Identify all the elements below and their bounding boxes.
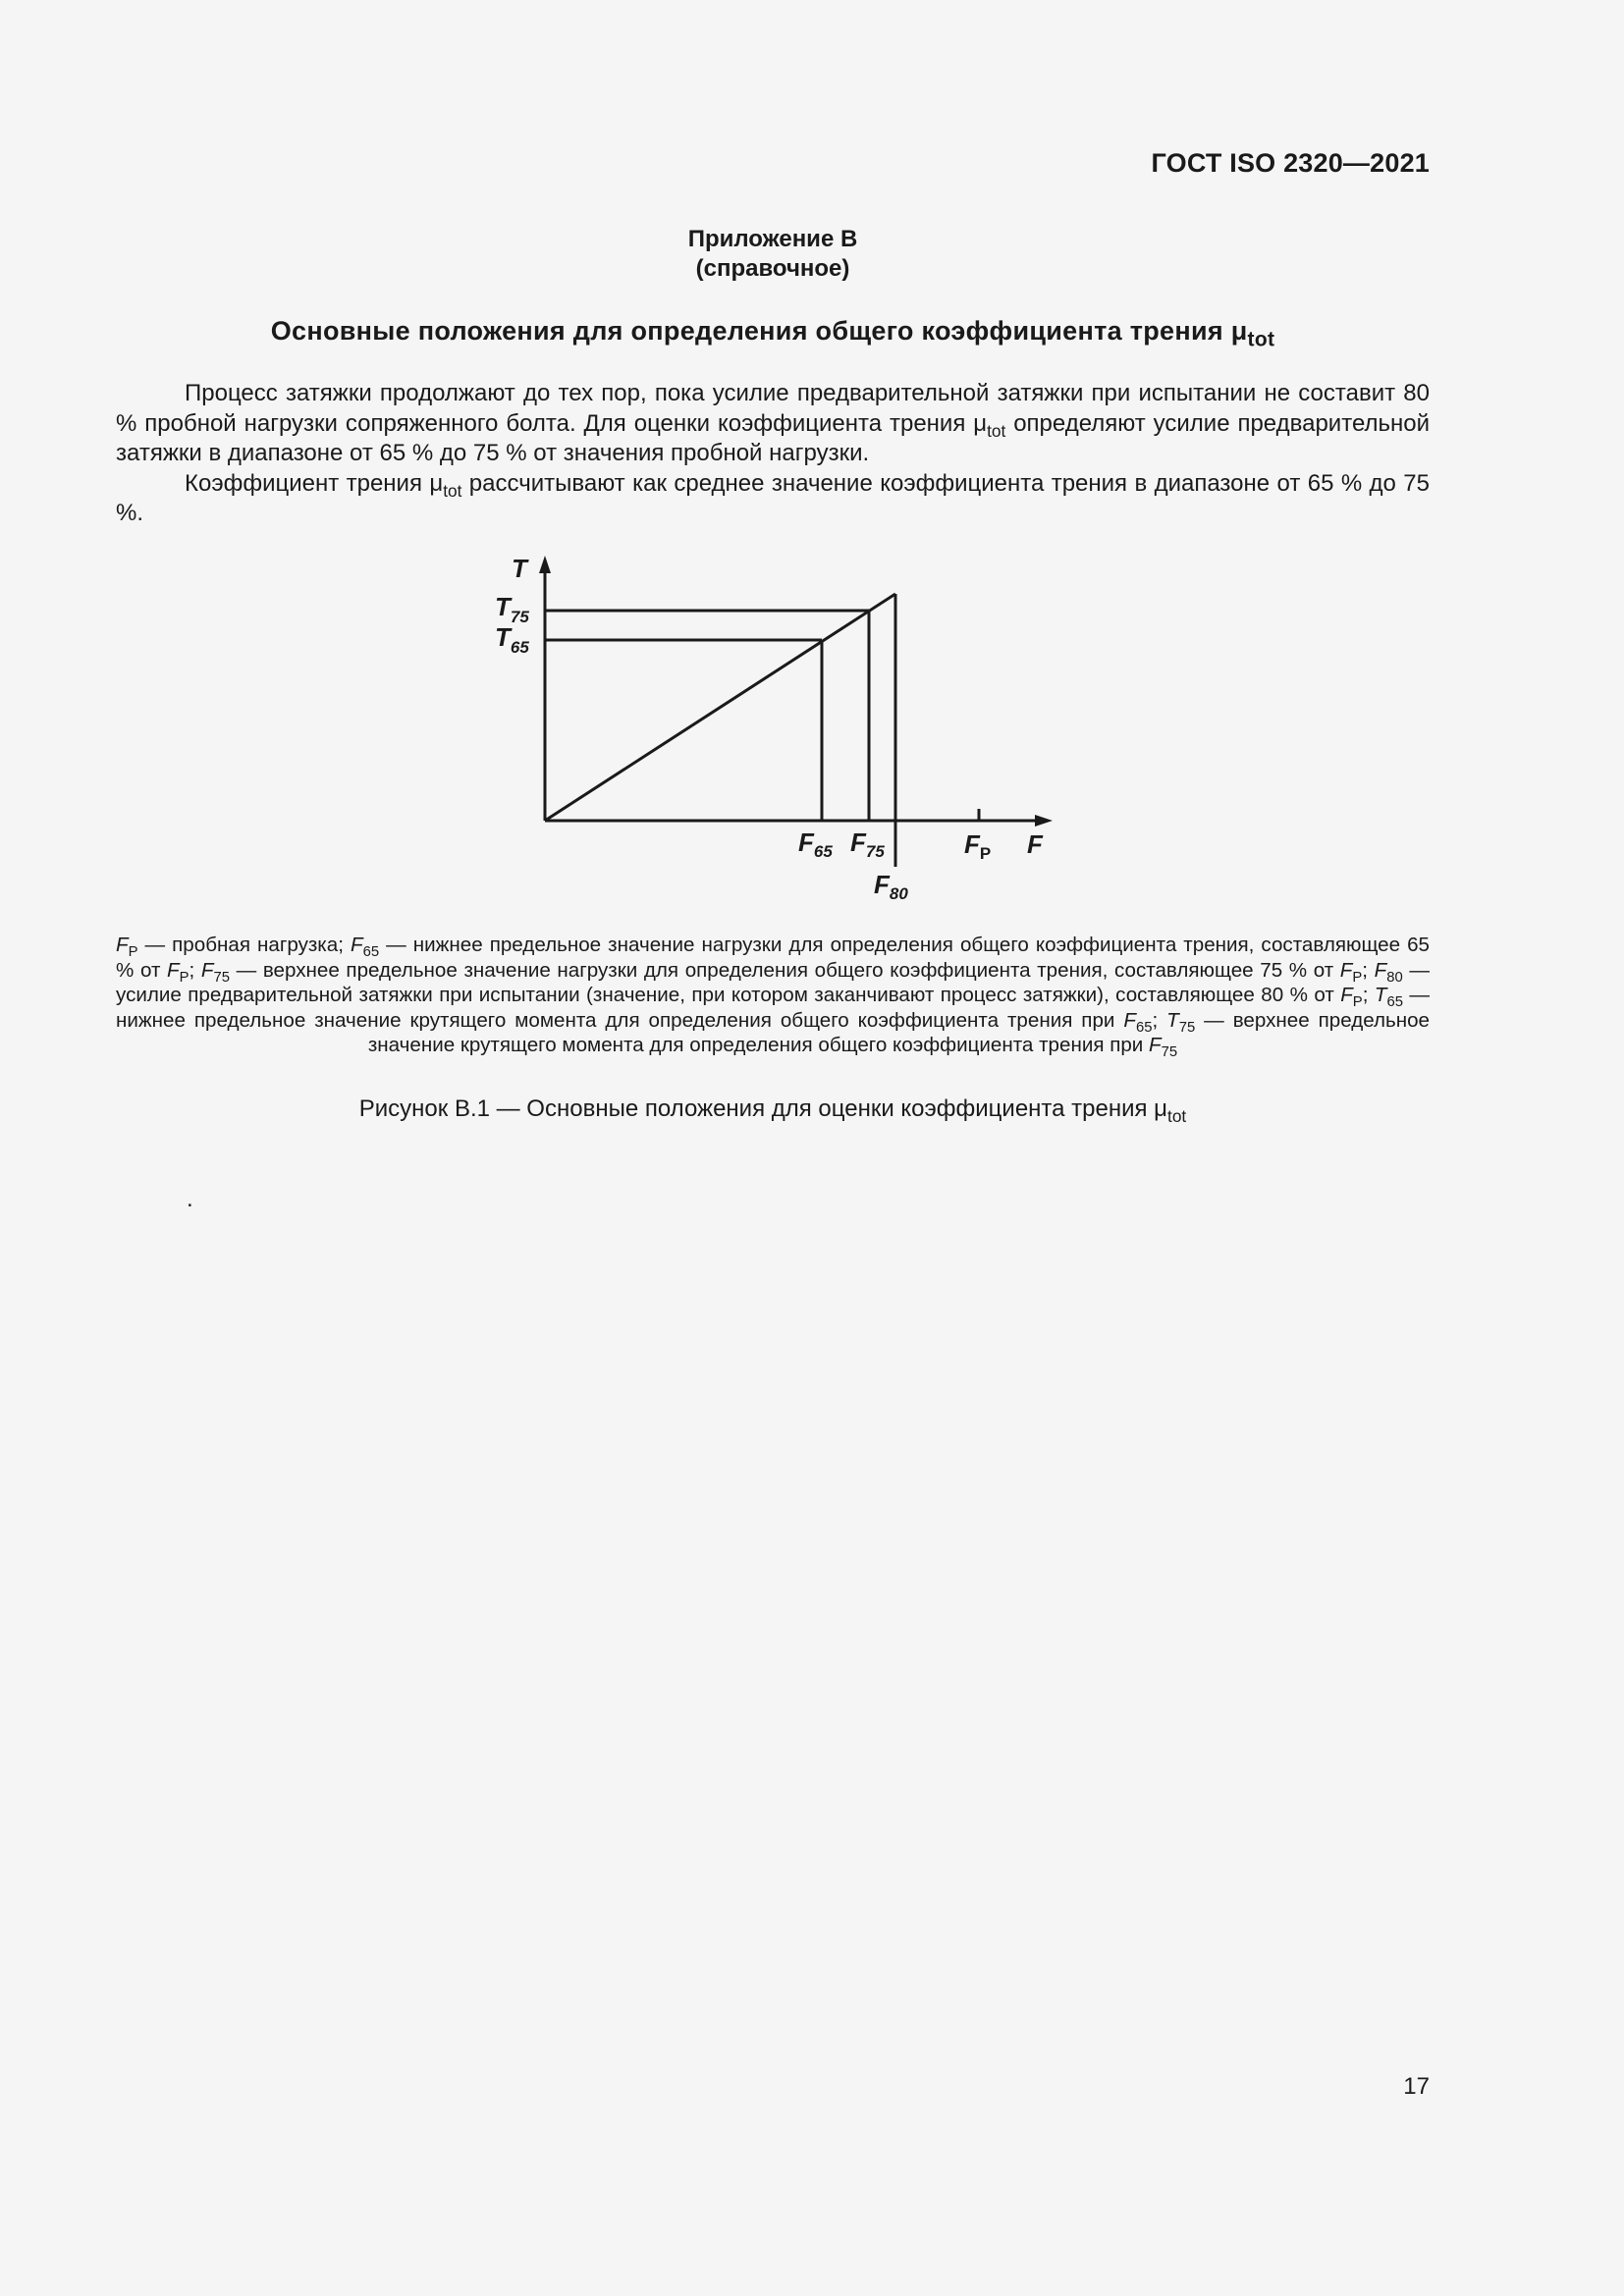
- legend-text: — усилие предварительной затяжки при испытании (значение, при котором заканчивают процесс затяжки), составляющее 80 % от: [116, 958, 1430, 1007]
- paragraph-2-subscript: tot: [443, 480, 462, 501]
- legend-text: — верхнее предельное значение нагрузки для определения общего коэффициента трения, составляющее 75 % от: [229, 958, 1340, 982]
- label-f80-symbol: F: [874, 870, 890, 899]
- paragraph-1-text-b: определяют усилие предварительной затяжки в диапазоне от 65 % до 75 % от значения пробной нагрузки.: [116, 409, 1431, 466]
- annex-type: (справочное): [695, 255, 850, 282]
- label-fp-symbol: F: [964, 829, 980, 859]
- label-f80-subscript: 80: [889, 884, 908, 903]
- legend-symbol: F: [116, 934, 129, 956]
- legend-subscript: 75: [1178, 1019, 1196, 1036]
- legend-subscript: 75: [1161, 1044, 1178, 1061]
- label-t65-subscript: 65: [510, 638, 529, 657]
- legend-text: ;: [1362, 984, 1375, 1007]
- section-title: [116, 316, 1430, 351]
- annex-heading: [0, 225, 1545, 284]
- legend-subscript: P: [179, 969, 189, 986]
- legend-text: — нижнее предельное значение нагрузки для определения общего коэффициента трения, составляющее 65 % от: [116, 934, 1430, 982]
- label-t75-subscript: 75: [510, 608, 529, 626]
- label-t65-symbol: T: [495, 622, 511, 652]
- label-t75: [495, 592, 529, 626]
- legend-symbol: F: [167, 958, 180, 982]
- label-f65-subscript: 65: [813, 842, 833, 861]
- legend-text: — верхнее предельное значение крутящего момента для определения общего коэффициента трения при: [367, 1008, 1431, 1057]
- label-t75-symbol: T: [495, 592, 511, 621]
- legend-subscript: P: [128, 944, 138, 961]
- standard-code: ГОСТ ISO 2320—2021: [1151, 148, 1430, 178]
- legend-text: — пробная нагрузка;: [137, 934, 351, 956]
- legend-symbol: F: [1123, 1008, 1136, 1032]
- legend-text: ;: [1362, 958, 1375, 982]
- legend-symbol: T: [1166, 1008, 1179, 1032]
- label-f75-subscript: 75: [865, 842, 885, 861]
- legend-text: — нижнее предельное значение крутящего момента для определения общего коэффициента трения при: [116, 984, 1430, 1032]
- body-text: [116, 379, 1430, 529]
- paragraph-1: [116, 379, 1430, 469]
- figure-caption-text: Рисунок В.1 — Основные положения для оценки коэффициента трения μ: [358, 1095, 1168, 1122]
- paragraph-1-text-a: Процесс затяжки продолжают до тех пор, пока усилие предварительной затяжки при испытании не составит 80 % пробной нагрузки сопряженного болта. Для оценки коэффициента трения μ: [116, 380, 1430, 437]
- legend-subscript: 65: [1386, 994, 1403, 1011]
- label-f65-symbol: F: [798, 828, 814, 857]
- paragraph-2-text-b: рассчитывают как среднее значение коэффициента трения в диапазоне от 65 % до 75 %.: [116, 469, 1431, 526]
- t-axis-arrow-icon: [539, 556, 551, 573]
- label-t-axis: T: [512, 554, 527, 583]
- f-axis-arrow-icon: [1035, 815, 1053, 827]
- legend-symbol: F: [350, 934, 363, 956]
- legend-subscript: 65: [362, 944, 380, 961]
- label-f80: [874, 870, 908, 903]
- legend-subscript: 65: [1135, 1019, 1153, 1036]
- paragraph-1-subscript: tot: [987, 420, 1006, 441]
- legend-symbol: F: [1374, 958, 1387, 982]
- figure-caption-subscript: tot: [1167, 1105, 1187, 1126]
- torque-curve: [545, 594, 895, 821]
- figure-legend: [116, 933, 1431, 1061]
- legend-subscript: P: [1352, 969, 1363, 986]
- figure-caption: [116, 1095, 1430, 1127]
- section-title-main: Основные положения для определения общего коэффициента трения μ: [270, 316, 1248, 346]
- label-f-axis: F: [1027, 829, 1043, 859]
- legend-symbol: F: [200, 958, 214, 982]
- annex-title: Приложение В: [687, 226, 858, 252]
- label-t65: [495, 622, 529, 657]
- legend-text: ;: [1152, 1008, 1167, 1032]
- label-fp: [964, 829, 991, 863]
- torque-force-diagram: [481, 545, 1090, 918]
- legend-subscript: P: [1352, 994, 1363, 1011]
- section-title-subscript: tot: [1247, 328, 1275, 351]
- legend-symbol: T: [1374, 984, 1387, 1007]
- paragraph-2: [116, 469, 1430, 529]
- label-fp-subscript: P: [979, 844, 992, 863]
- label-f65: [798, 828, 833, 861]
- paragraph-2-text-a: Коэффициент трения μ: [185, 469, 444, 497]
- legend-text: ;: [189, 958, 201, 982]
- label-f75-symbol: F: [850, 828, 866, 857]
- legend-symbol: F: [1339, 958, 1353, 982]
- legend-symbol: F: [1340, 984, 1353, 1007]
- legend-subscript: 75: [213, 969, 230, 986]
- label-f75: [850, 828, 885, 861]
- legend-symbol: F: [1149, 1034, 1162, 1057]
- legend-subscript: 80: [1386, 969, 1403, 986]
- page-number: 17: [1403, 2073, 1430, 2100]
- stray-mark: .: [187, 1186, 193, 1212]
